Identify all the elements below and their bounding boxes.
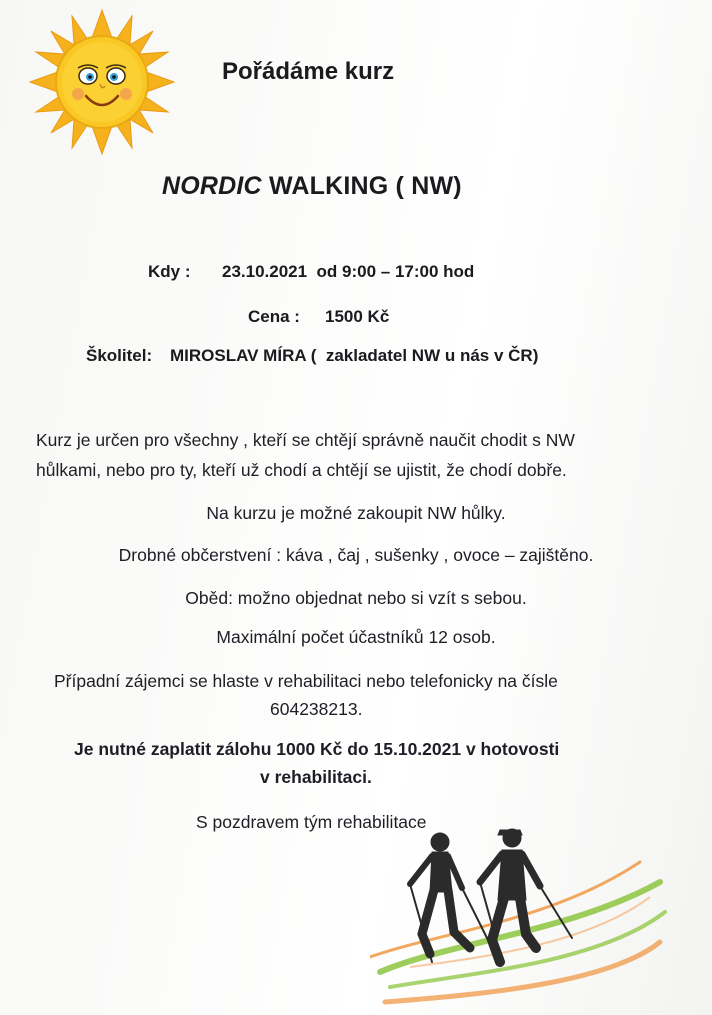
poles-info: Na kurzu je možné zakoupit NW hůlky. — [206, 503, 506, 523]
deposit-notice-line-2: v rehabilitaci. — [260, 767, 372, 787]
nordic-walkers-icon — [370, 822, 670, 1015]
course-title — [162, 172, 462, 201]
trainer-label: Školitel: — [86, 346, 153, 365]
trainer-value: MIROSLAV MÍRA ( zakladatel NW u nás v ČR) — [170, 346, 539, 365]
course-title-italic: NORDIC — [162, 172, 262, 200]
when-value: 23.10.2021 od 9:00 – 17:00 hod — [222, 262, 475, 281]
smiling-sun-icon — [28, 8, 176, 156]
closing-signature: S pozdravem tým rehabilitace — [196, 812, 427, 832]
capacity-info: Maximální počet účastníků 12 osob. — [216, 627, 496, 647]
phone-number: 604238213. — [270, 699, 363, 719]
page-heading: Pořádáme kurz — [222, 58, 395, 85]
intro-line-2: hůlkami, nebo pro ty, kteří už chodí a chtějí se ujistit, že chodí dobře. — [36, 460, 567, 480]
contact-line-1: Případní zájemci se hlaste v rehabilitaci nebo telefonicky na čísle — [54, 671, 558, 691]
price-label: Cena : — [248, 307, 300, 326]
when-label: Kdy : — [148, 262, 191, 281]
price-value: 1500 Kč — [325, 307, 390, 326]
lunch-info: Oběd: možno objednat nebo si vzít s sebou. — [185, 588, 527, 608]
course-title-rest: WALKING ( NW) — [261, 172, 462, 200]
deposit-notice-line-1: Je nutné zaplatit zálohu 1000 Kč do 15.10.2021 v hotovosti — [74, 739, 560, 759]
intro-line-1: Kurz je určen pro všechny , kteří se chtějí správně naučit chodit s NW — [36, 430, 575, 450]
refreshments-info: Drobné občerstvení : káva , čaj , sušenky , ovoce – zajištěno. — [118, 545, 594, 565]
